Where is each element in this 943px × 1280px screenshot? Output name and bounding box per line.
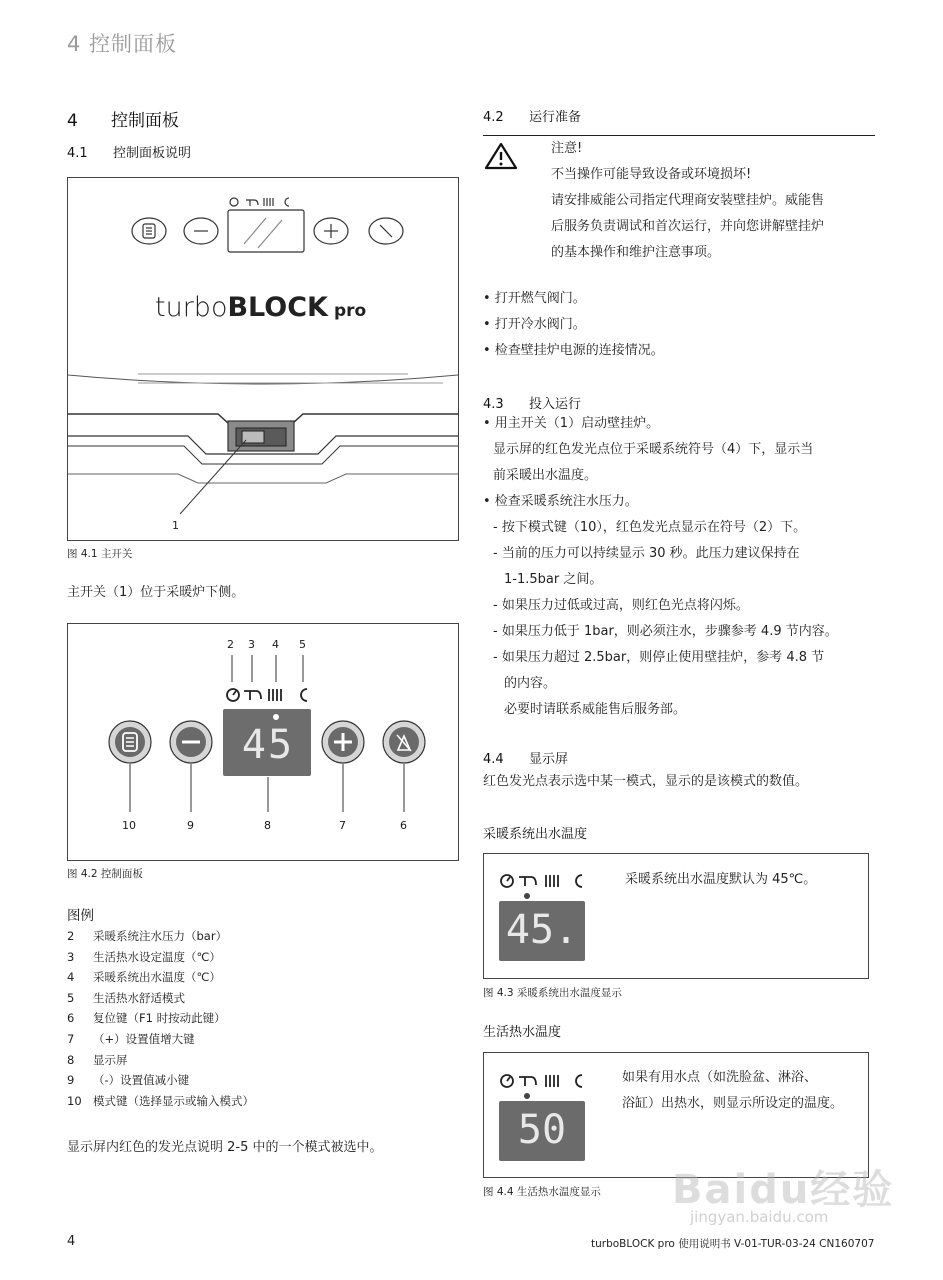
legend-list [67,926,457,1111]
comfort-mode-icon [576,875,582,887]
indicator-dot [524,1093,530,1099]
section-4-3-heading [483,393,581,412]
section-4-4-number: 4.4 [483,752,504,767]
brand-logo [155,292,366,323]
mode-symbols [498,870,590,892]
page-number: 4 [67,1234,76,1249]
list-item: • 打开冷水阀门。 [483,317,586,332]
figure-4-3-box [483,853,869,979]
indicator-dot [524,893,530,899]
section-4-heading [67,106,179,131]
mode-symbols [498,1070,590,1092]
figure-4-3-caption: 图 4.3 采暖系统出水温度显示 [483,987,622,999]
mode-symbols [227,689,307,701]
warning-triangle-icon [484,142,518,170]
display-value: 50 [517,1107,567,1153]
legend-title: 图例 [67,908,94,924]
step-line: 必要时请联系威能售后服务部。 [504,702,687,717]
step-line: - 如果压力超过 2.5bar，则停止使用壁挂炉，参考 4.8 节 [493,650,825,665]
step-line: • 用主开关（1）启动壁挂炉。 [483,416,660,431]
baidu-watermark-logo: Baidu经验 [672,1167,895,1213]
warning-title: 注意! [551,141,583,156]
display-value: 45. [505,907,579,953]
comfort-mode-icon [576,1075,582,1087]
figure-4-1-caption: 图 4.1 主开关 [67,548,133,560]
section-4-1-heading [67,142,191,161]
callout-1: 1 [172,519,179,532]
figure-4-3-description: 采暖系统出水温度默认为 45℃。 [625,872,817,887]
paragraph-main-switch: 主开关（1）位于采暖炉下侧。 [67,585,245,600]
legend-item: 10 模式键（选择显示或输入模式） [67,1093,254,1108]
paragraph-red-dot: 显示屏内红色的发光点说明 2-5 中的一个模式被选中。 [67,1140,383,1155]
label-2: 2 [227,638,234,651]
hot-water-tap-icon [244,691,261,700]
figure-4-3-heading: 采暖系统出水温度 [483,827,588,842]
label-4: 4 [272,638,279,651]
warning-line-1: 不当操作可能导致设备或环境损坏! [551,167,752,182]
list-item: • 检查壁挂炉电源的连接情况。 [483,343,664,358]
step-line: - 当前的压力可以持续显示 30 秒。此压力建议保持在 [493,546,800,561]
radiator-icon [269,689,281,701]
commissioning-steps [483,411,883,723]
baidu-watermark-url: jingyan.baidu.com [690,1208,829,1226]
section-4-1-number: 4.1 [67,146,88,161]
warning-line-4: 的基本操作和维护注意事项。 [551,245,721,260]
step-line: 前采暖出水温度。 [493,468,598,483]
figure-4-2-caption: 图 4.2 控制面板 [67,868,143,880]
warning-line-2: 请安排威能公司指定代理商安装壁挂炉。威能售 [551,193,825,208]
brand-bold: BLOCK [227,292,328,323]
section-4-number: 4 [67,111,78,131]
section-4-4-title: 显示屏 [529,752,569,767]
step-line: 显示屏的红色发光点位于采暖系统符号（4）下，显示当 [493,442,814,457]
label-5: 5 [299,638,306,651]
display-value: 45 [241,722,295,768]
hot-water-tap-icon [519,877,536,886]
legend-item: 2 采暖系统注水压力（bar） [67,929,228,943]
radiator-icon [546,875,558,887]
legend-item: 4 采暖系统出水温度（℃） [67,970,221,985]
label-9: 9 [187,819,194,832]
step-line: 的内容。 [504,676,557,691]
figure-4-4-heading: 生活热水温度 [483,1025,562,1040]
comfort-mode-icon [301,689,307,701]
description-line: 如果有用水点（如洗脸盆、淋浴、 [622,1070,818,1085]
preparation-list [483,286,664,364]
legend-item: 7 （+）设置值增大键 [67,1031,195,1046]
step-line: 1-1.5bar 之间。 [504,572,603,587]
section-4-2-number: 4.2 [483,110,504,125]
display-sketch [228,210,304,252]
radiator-icon [546,1075,558,1087]
label-6: 6 [400,819,407,832]
section-4-4-heading [483,748,568,767]
warning-line-3: 后服务负责调试和首次运行，并向您讲解壁挂炉 [551,219,825,234]
step-line: - 如果压力过低或过高，则红色光点将闪烁。 [493,598,749,613]
section-4-1-title: 控制面板说明 [113,146,192,161]
running-header: 4 控制面板 [67,32,178,56]
section-4-title: 控制面板 [111,111,179,131]
list-item: • 打开燃气阀门。 [483,291,586,306]
hot-water-tap-icon [519,1077,536,1086]
figure-4-2-control-panel [67,623,459,861]
label-3: 3 [248,638,255,651]
footer-text: turboBLOCK pro 使用说明书 V-01-TUR-03-24 CN160707 [591,1238,875,1250]
label-7: 7 [339,819,346,832]
warning-block [551,136,881,266]
legend-item: 6 复位键（F1 时按动此键） [67,1011,226,1026]
section-4-2-title: 运行准备 [529,110,582,125]
label-8: 8 [264,819,271,832]
brand-suffix: pro [333,301,367,321]
description-line: 浴缸）出热水，则显示所设定的温度。 [622,1096,844,1111]
figure-4-4-caption: 图 4.4 生活热水温度显示 [483,1186,601,1198]
section-4-3-title: 投入运行 [529,397,582,412]
step-line: - 如果压力低于 1bar，则必须注水，步骤参考 4.9 节内容。 [493,624,838,639]
step-line: - 按下模式键（10），红色发光点显示在符号（2）下。 [493,520,807,535]
section-4-2-heading [483,106,581,125]
figure-4-1-main-switch [67,177,459,541]
legend-item: 8 显示屏 [67,1052,128,1067]
section-4-4-intro: 红色发光点表示选中某一模式，显示的是该模式的数值。 [483,774,809,789]
boiler-underside-illustration [68,178,458,540]
figure-4-4-description [622,1065,843,1117]
label-10: 10 [122,819,136,832]
legend-item: 5 生活热水舒适模式 [67,990,185,1005]
legend-item: 3 生活热水设定温度（℃） [67,949,221,964]
brand-light: turbo [155,292,228,323]
section-4-3-number: 4.3 [483,397,504,412]
step-line: • 检查采暖系统注水压力。 [483,494,638,509]
legend-item: 9 （-）设置值减小键 [67,1073,190,1088]
